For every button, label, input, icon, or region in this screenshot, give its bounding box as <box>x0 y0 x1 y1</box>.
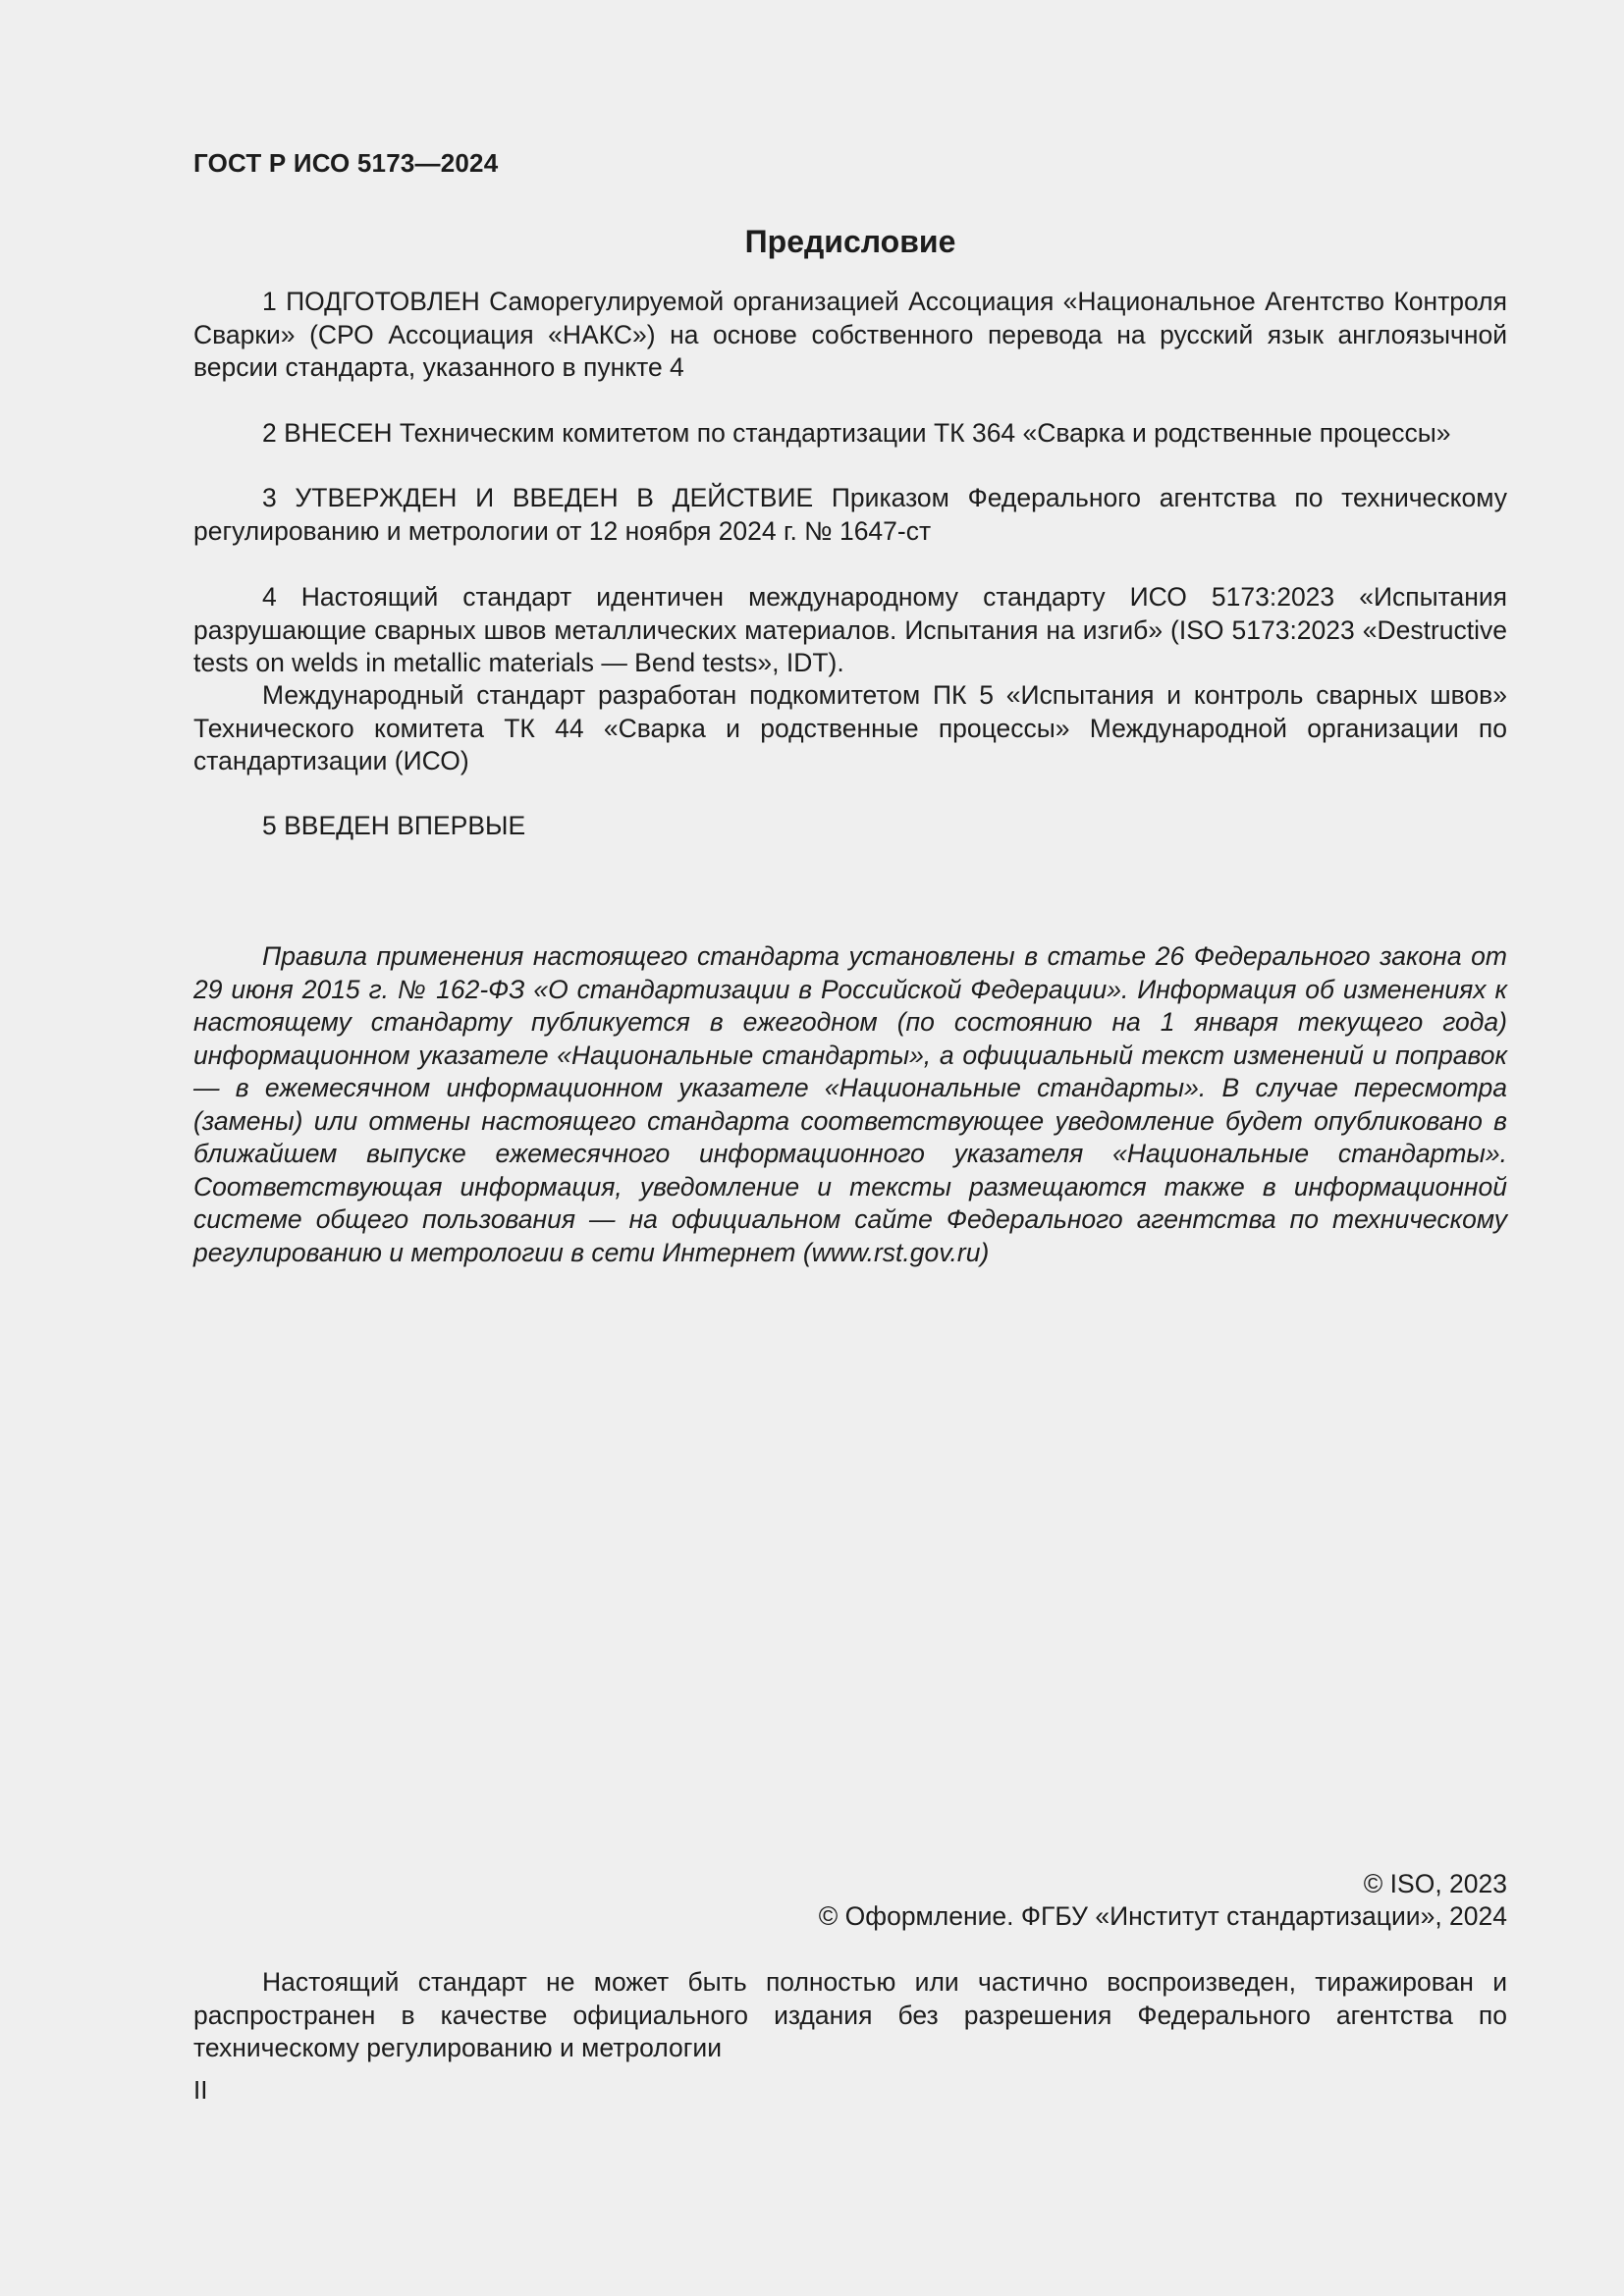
foreword-item-2: 2 ВНЕСЕН Техническим комитетом по стандартизации ТК 364 «Сварка и родственные процессы» <box>262 418 1451 448</box>
reproduction-notice: Настоящий стандарт не может быть полностью или частично воспроизведен, тиражирован и распространен в качестве официального издания без разрешения Федерального агентства по техническому регулированию и метрологии <box>193 1967 1507 2062</box>
copyright-design: © Оформление. ФГБУ «Институт стандартизации», 2024 <box>818 1901 1507 1931</box>
page-number: II <box>193 2075 208 2105</box>
standard-code-header: ГОСТ Р ИСО 5173—2024 <box>193 148 499 178</box>
foreword-item-3: 3 УТВЕРЖДЕН И ВВЕДЕН В ДЕЙСТВИЕ Приказом Федерального агентства по техническому регулированию и метрологии от 12 ноября 2024 г. № 1647-ст <box>193 483 1507 546</box>
foreword-item-1: 1 ПОДГОТОВЛЕН Саморегулируемой организацией Ассоциация «Национальное Агентство Контроля Сварки» (СРО Ассоциация «НАКС») на основе собственного перевода на русский язык англоязычной версии стандарта, указанного в пункте 4 <box>193 287 1507 382</box>
foreword-item-5: 5 ВВЕДЕН ВПЕРВЫЕ <box>262 811 526 840</box>
foreword-item-4-note: Международный стандарт разработан подкомитетом ПК 5 «Испытания и контроль сварных швов» Технического комитета ТК 44 «Сварка и родственные процессы» Международной организации по стандартизации (ИСО) <box>193 680 1507 775</box>
foreword-item-4: 4 Настоящий стандарт идентичен международному стандарту ИСО 5173:2023 «Испытания разрушающие сварных швов металлических материалов. Испытания на изгиб» (ISO 5173:2023 «Destructive tests on welds in metallic materials — Bend tests», IDT). <box>193 582 1507 677</box>
rules-of-application-note: Правила применения настоящего стандарта установлены в статье 26 Федерального закона от 29 июня 2015 г. № 162-ФЗ «О стандартизации в Российской Федерации». Информация об изменениях к настоящему стандарту публикуется в ежегодном (по состоянию на 1 января текущего года) информационном указателе «Национальные стандарты», а официальный текст изменений и поправок — в ежемесячном информационном указателе «Национальные стандарты». В случае пересмотра (замены) или отмены настоящего стандарта соответствующее уведомление будет опубликовано в ближайшем выпуске ежемесячного информационного указателя «Национальные стандарты». Соответствующая информация, уведомление и тексты размещаются также в информационной системе общего пользования — на официальном сайте Федерального агентства по техническому регулированию и метрологии в сети Интернет (www.rst.gov.ru) <box>193 941 1507 1267</box>
page-title: Предисловие <box>744 224 956 259</box>
copyright-iso: © ISO, 2023 <box>1363 1869 1507 1898</box>
